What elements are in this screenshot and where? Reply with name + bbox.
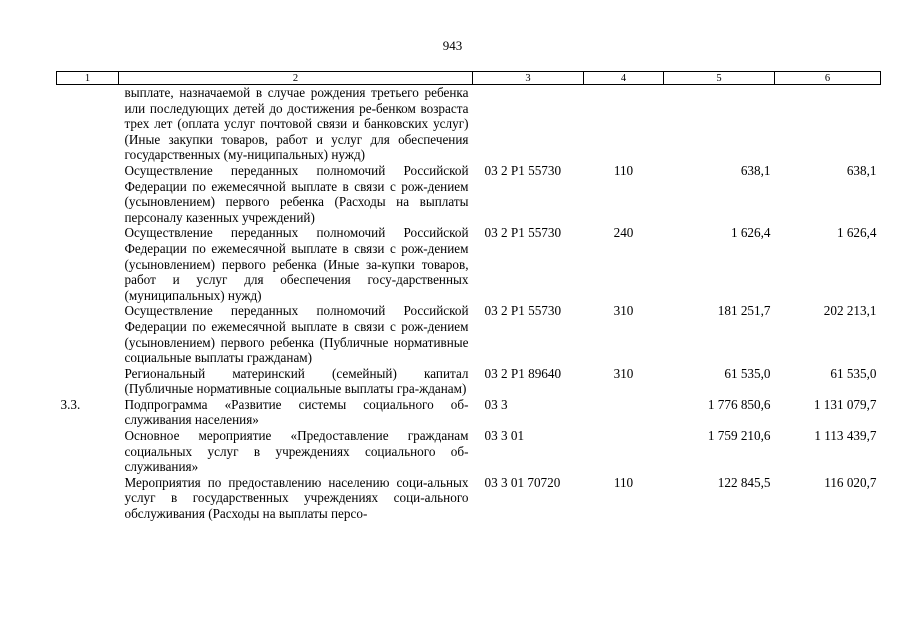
row-number (57, 225, 119, 303)
row-amount-col6: 1 131 079,7 (813, 396, 877, 412)
header-col-6: 6 (775, 72, 881, 85)
row-expense-type: 110 (613, 162, 634, 178)
row-code: 03 3 (484, 396, 508, 412)
row-name: Осуществление переданных полномочий Российской Федерации по ежемесячной выплате в связи с рож-дением (усыновлением) первого ребенка (Публичные нормативные социальные выплаты гражданам) (124, 303, 469, 366)
row-name: выплате, назначаемой в случае рождения третьего ребенка или последующих детей до достижения ре-бенком возраста трех лет (оплата услуг почтовой связи и банковских услуг) (Иные закупки товаров, работ и услуг для обеспечения государственных (му-ниципальных) нужд) (124, 85, 469, 163)
row-name: Основное мероприятие «Предоставление гражданам социальных услуг в учреждениях социального об-служивания» (124, 428, 469, 475)
row-code (473, 85, 584, 163)
row-expense-type (584, 428, 664, 475)
row-number: 3.3. (60, 396, 81, 412)
row-amount-col5: 1 759 210,6 (707, 428, 771, 444)
table-row (57, 225, 881, 303)
row-name: Осуществление переданных полномочий Российской Федерации по ежемесячной выплате в связи с рож-дением (усыновлением) первого ребенка (Иные за-купки товаров, работ и услуг для обеспечения госу-дарственных (муниципальных) нужд) (124, 225, 469, 303)
row-number (57, 163, 119, 225)
row-expense-type: 310 (613, 365, 634, 381)
table-row (57, 397, 881, 428)
table-row (57, 303, 881, 365)
row-amount-col6 (775, 85, 881, 163)
row-code: 03 2 P1 55730 (484, 303, 562, 319)
row-code: 03 3 01 (484, 428, 525, 444)
table-row (57, 85, 881, 163)
row-code: 03 2 P1 55730 (484, 162, 562, 178)
row-expense-type (584, 397, 664, 428)
row-name: Региональный материнский (семейный) капитал (Публичные нормативные социальные выплаты гра-жданам) (124, 365, 469, 397)
row-amount-col5: 181 251,7 (717, 303, 771, 319)
header-col-2: 2 (119, 72, 473, 85)
row-number (57, 303, 119, 365)
table-row (57, 428, 881, 475)
row-expense-type: 310 (613, 303, 634, 319)
row-number (57, 475, 119, 522)
table-header (57, 72, 881, 85)
table-body (57, 85, 881, 522)
table-row (57, 475, 881, 522)
row-name: Подпрограмма «Развитие системы социального об-служивания населения» (124, 396, 469, 428)
table-row (57, 163, 881, 225)
budget-table (56, 71, 881, 522)
header-col-1: 1 (57, 72, 119, 85)
page-number: 943 (442, 38, 463, 53)
row-amount-col5: 122 845,5 (717, 474, 771, 490)
row-number (57, 366, 119, 397)
row-code: 03 2 P1 55730 (484, 225, 562, 241)
row-code: 03 2 P1 89640 (484, 365, 562, 381)
row-number (57, 428, 119, 475)
row-name: Осуществление переданных полномочий Российской Федерации по ежемесячной выплате в связи с рож-дением (усыновлением) первого ребенка (Расходы на выплаты персоналу казенных учреждений) (124, 162, 469, 225)
row-amount-col6: 202 213,1 (823, 303, 877, 319)
row-amount-col6: 1 113 439,7 (814, 428, 877, 444)
row-code: 03 3 01 70720 (484, 474, 561, 490)
row-amount-col5: 1 626,4 (730, 225, 771, 241)
table-row (57, 366, 881, 397)
row-amount-col5: 638,1 (740, 162, 771, 178)
row-expense-type (584, 85, 664, 163)
row-expense-type: 110 (613, 474, 634, 490)
row-amount-col6: 61 535,0 (830, 365, 877, 381)
header-col-5: 5 (664, 72, 775, 85)
row-expense-type: 240 (613, 225, 634, 241)
header-col-3: 3 (473, 72, 584, 85)
row-amount-col5 (664, 85, 775, 163)
row-name: Мероприятия по предоставлению населению соци-альных услуг в государственных учреждениях соци-ального обслуживания (Расходы на выплаты персо- (124, 474, 469, 522)
row-amount-col6: 638,1 (846, 162, 877, 178)
row-amount-col5: 61 535,0 (724, 365, 771, 381)
row-number (57, 85, 119, 163)
row-amount-col6: 116 020,7 (824, 474, 877, 490)
row-amount-col5: 1 776 850,6 (707, 396, 771, 412)
row-amount-col6: 1 626,4 (836, 225, 877, 241)
header-col-4: 4 (584, 72, 664, 85)
